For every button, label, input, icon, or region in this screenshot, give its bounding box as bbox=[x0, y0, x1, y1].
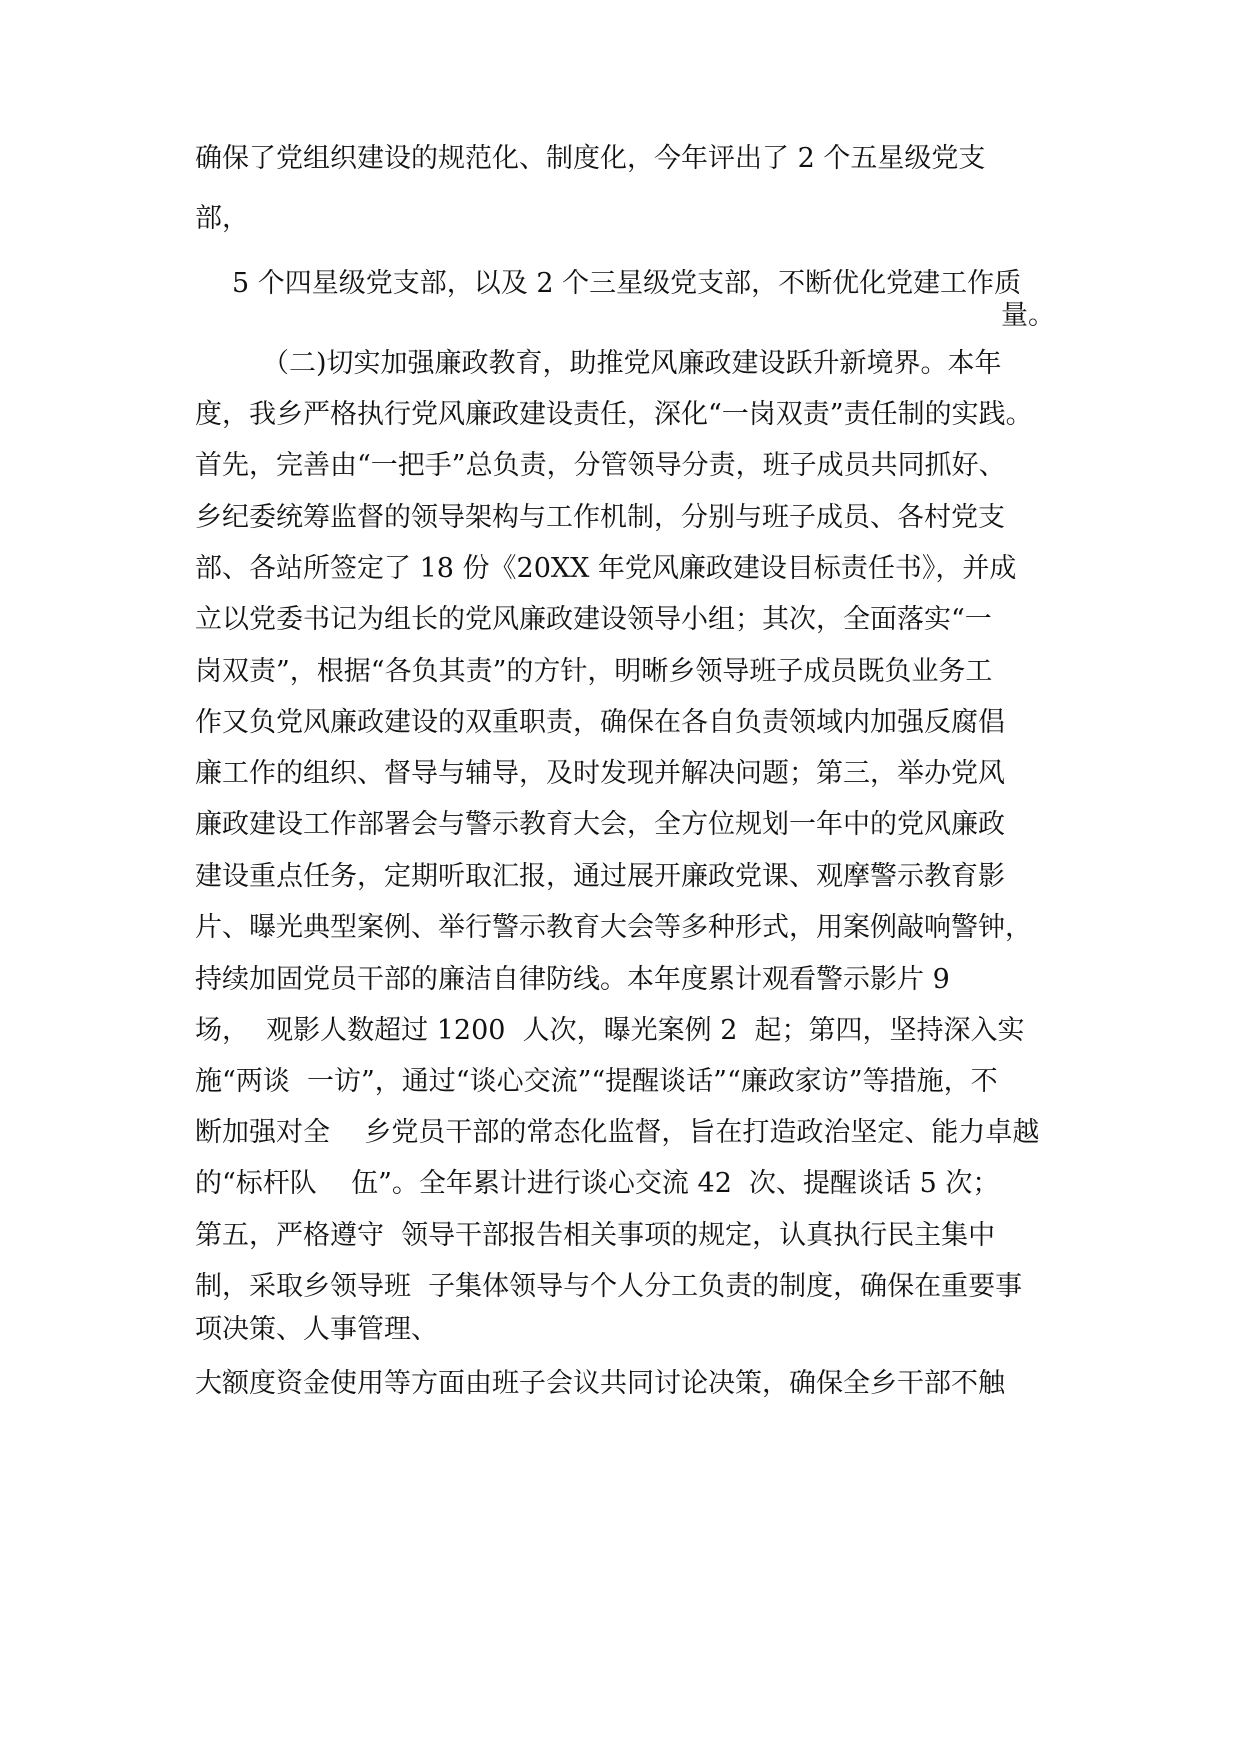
text-line: 场， 观影人数超过 1200 人次，曝光案例 2 起；第四，坚持深入实 bbox=[195, 1015, 1025, 1046]
text-line: 作又负党风廉政建设的双重职责，确保在各自负责领域内加强反腐倡 bbox=[195, 707, 1005, 738]
text-line: 量。 bbox=[1001, 300, 1055, 331]
text-line: 大额度资金使用等方面由班子会议共同讨论决策，确保全乡干部不触 bbox=[195, 1368, 1005, 1399]
text-line: 乡纪委统筹监督的领导架构与工作机制，分别与班子成员、各村党支 bbox=[195, 502, 1005, 533]
text-line: 的“标杆队 伍”。全年累计进行谈心交流 42 次、提醒谈话 5 次； bbox=[195, 1168, 1000, 1199]
text-line: 首先，完善由“一把手”总负责，分管领导分责，班子成员共同抓好、 bbox=[195, 450, 1006, 481]
text-line: 5 个四星级党支部，以及 2 个三星级党支部，不断优化党建工作质 bbox=[232, 268, 1022, 299]
text-line: 立以党委书记为组长的党风廉政建设领导小组；其次，全面落实“一 bbox=[195, 604, 992, 635]
text-line: 岗双责”，根据“各负其责”的方针，明晰乡领导班子成员既负业务工 bbox=[195, 656, 993, 687]
text-line: 廉工作的组织、督导与辅导，及时发现并解决问题；第三，举办党风 bbox=[195, 758, 1005, 789]
text-line: 度，我乡严格执行党风廉政建设责任，深化“一岗双责”责任制的实践。 bbox=[195, 399, 1033, 430]
text-line: 廉政建设工作部署会与警示教育大会，全方位规划一年中的党风廉政 bbox=[195, 809, 1005, 840]
text-line: 建设重点任务，定期听取汇报，通过展开廉政党课、观摩警示教育影 bbox=[195, 861, 1005, 892]
text-line: 断加强对全 乡党员干部的常态化监督，旨在打造政治坚定、能力卓越 bbox=[195, 1117, 1040, 1148]
text-line: 确保了党组织建设的规范化、制度化，今年评出了 2 个五星级党支 bbox=[195, 143, 986, 174]
text-line: 施“两谈 一访”，通过“谈心交流”“提醒谈话”“廉政家访”等措施，不 bbox=[195, 1066, 998, 1097]
text-line: 部、各站所签定了 18 份《20XX 年党风廉政建设目标责任书》，并成 bbox=[195, 553, 1017, 584]
text-line: 项决策、人事管理、 bbox=[195, 1314, 438, 1345]
section-heading: （二)切实加强廉政教育，助推党风廉政建设跃升新境界。本年 bbox=[262, 348, 1002, 379]
text-line: 第五，严格遵守 领导干部报告相关事项的规定，认真执行民主集中 bbox=[195, 1220, 996, 1251]
text-line: 片、曝光典型案例、举行警示教育大会等多种形式，用案例敲响警钟， bbox=[195, 912, 1032, 943]
text-line: 制，采取乡领导班 子集体领导与个人分工负责的制度，确保在重要事 bbox=[195, 1271, 1023, 1302]
text-line: 部， bbox=[195, 203, 249, 234]
text-line: 持续加固党员干部的廉洁自律防线。本年度累计观看警示影片 9 bbox=[195, 964, 950, 995]
